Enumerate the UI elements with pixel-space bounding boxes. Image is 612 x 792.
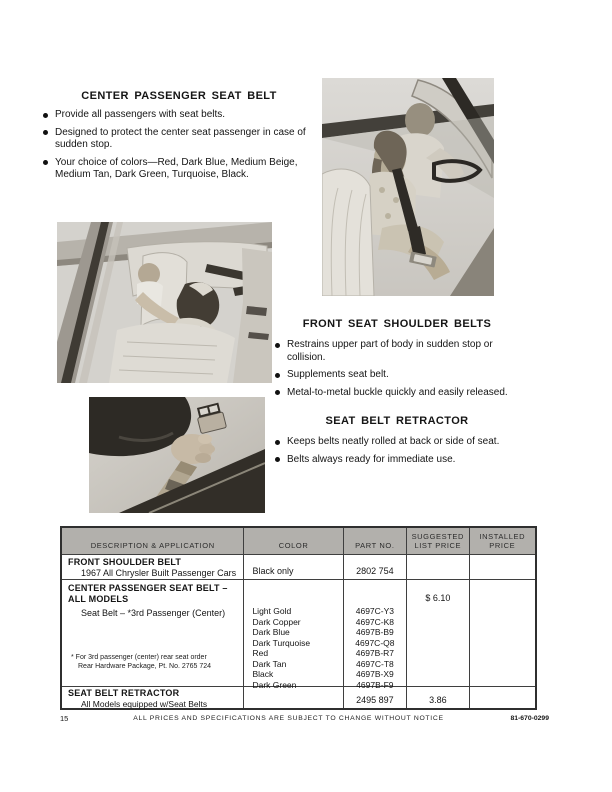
photo-seat-belt-retractor xyxy=(89,397,265,513)
bullet-item: Supplements seat belt. xyxy=(272,369,522,382)
row-part-no: 2495 897 xyxy=(343,687,406,708)
bullet-item: Your choice of colors—Red, Dark Blue, Medium Beige, Medium Tan, Dark Green, Turquoise, Black. xyxy=(40,157,318,182)
color-option: Dark Blue xyxy=(252,627,290,637)
row-title-line2: ALL MODELS xyxy=(68,594,129,604)
column-header-description: DESCRIPTION & APPLICATION xyxy=(90,540,215,550)
row-application: 1967 All Chrysler Built Passenger Cars xyxy=(81,568,237,578)
row-part-no: 2802 754 xyxy=(343,555,406,579)
page-footer xyxy=(60,714,549,726)
section-title-shoulder-belts: FRONT SEAT SHOULDER BELTS xyxy=(302,318,492,330)
bullet-item: Provide all passengers with seat belts. xyxy=(40,109,318,122)
table-row-front-shoulder-belt xyxy=(62,554,535,579)
photo-front-seat-shoulder-belt xyxy=(322,78,494,296)
center-belt-photo-illustration xyxy=(57,222,272,383)
shoulder-belt-photo-illustration xyxy=(322,78,494,296)
retractor-bullet-list xyxy=(272,436,522,466)
table-header-row xyxy=(62,528,535,554)
table-row-seat-belt-retractor xyxy=(62,686,535,708)
part-number: 4697C-T8 xyxy=(355,658,394,669)
footer-notice: ALL PRICES AND SPECIFICATIONS ARE SUBJECT TO CHANGE WITHOUT NOTICE xyxy=(133,715,444,722)
row-color-options xyxy=(243,580,342,690)
part-number: 4697B-X9 xyxy=(355,669,394,679)
row-application: Seat Belt – *3rd Passenger (Center) xyxy=(81,608,226,618)
part-number: 4697B-F9 xyxy=(356,679,394,690)
row-color xyxy=(243,687,342,708)
column-header-list-price: SUGGESTED LIST PRICE xyxy=(406,528,468,554)
row-installed-price xyxy=(469,555,535,579)
section-title-retractor: SEAT BELT RETRACTOR xyxy=(325,415,469,427)
row-list-price xyxy=(406,555,468,579)
photo-center-passenger-seat-belt xyxy=(57,222,272,383)
row-installed-price xyxy=(469,687,535,708)
row-title: CENTER PASSENGER SEAT BELT – xyxy=(68,583,228,593)
color-option: Red xyxy=(252,648,269,658)
row-title: FRONT SHOULDER BELT xyxy=(68,557,182,567)
center-belt-bullet-list xyxy=(40,109,318,182)
column-header-installed-price: INSTALLED PRICE xyxy=(469,528,535,554)
color-option: Dark Turquoise xyxy=(252,637,311,648)
part-number: 4697C-Q8 xyxy=(355,637,395,648)
row-footnote xyxy=(71,654,211,671)
bullet-item: Metal-to-metal buckle quickly and easily released. xyxy=(272,387,522,400)
section-center-passenger-seat-belt xyxy=(40,90,318,187)
part-number: 4697C-Y3 xyxy=(355,606,395,616)
footnote-line-1: * For 3rd passenger (center) rear seat order xyxy=(71,654,207,661)
part-number: 4697B-R7 xyxy=(355,648,395,658)
color-option: Black xyxy=(252,669,274,679)
shoulder-belts-bullet-list xyxy=(272,339,522,399)
footnote-line-2: Rear Hardware Package, Pt. No. 2765 724 xyxy=(78,662,212,670)
column-header-color: COLOR xyxy=(243,528,342,554)
bullet-item: Restrains upper part of body in sudden stop or collision. xyxy=(272,339,522,364)
color-option: Dark Copper xyxy=(252,616,301,627)
row-list-price: 3.86 xyxy=(406,687,468,708)
bullet-item: Designed to protect the center seat passenger in case of sudden stop. xyxy=(40,127,318,152)
color-option: Dark Green xyxy=(252,679,297,690)
color-option: Dark Tan xyxy=(252,658,287,669)
row-part-numbers xyxy=(343,580,406,690)
color-option: Light Gold xyxy=(252,606,292,616)
row-application: All Models equipped w/Seat Belts xyxy=(81,698,208,709)
bullet-item: Keeps belts neatly rolled at back or side of seat. xyxy=(272,436,522,449)
part-number: 4697C-K8 xyxy=(355,616,395,627)
section-title-center-belt: CENTER PASSENGER SEAT BELT xyxy=(81,90,277,102)
page-number: 15 xyxy=(60,714,69,723)
part-number: 4697B-B9 xyxy=(355,627,394,637)
section-right-column xyxy=(272,318,522,471)
row-color: Black only xyxy=(243,555,342,579)
row-installed-price xyxy=(469,580,535,686)
table-row-center-passenger-seat-belt xyxy=(62,579,535,690)
row-list-price: $ 6.10 xyxy=(406,580,468,686)
bullet-item: Belts always ready for immediate use. xyxy=(272,454,522,467)
form-code: 81-670-0299 xyxy=(510,715,549,722)
row-title: SEAT BELT RETRACTOR xyxy=(68,688,180,698)
price-table xyxy=(60,526,537,710)
column-header-part-no: PART NO. xyxy=(343,528,406,554)
retractor-photo-illustration xyxy=(89,397,265,513)
